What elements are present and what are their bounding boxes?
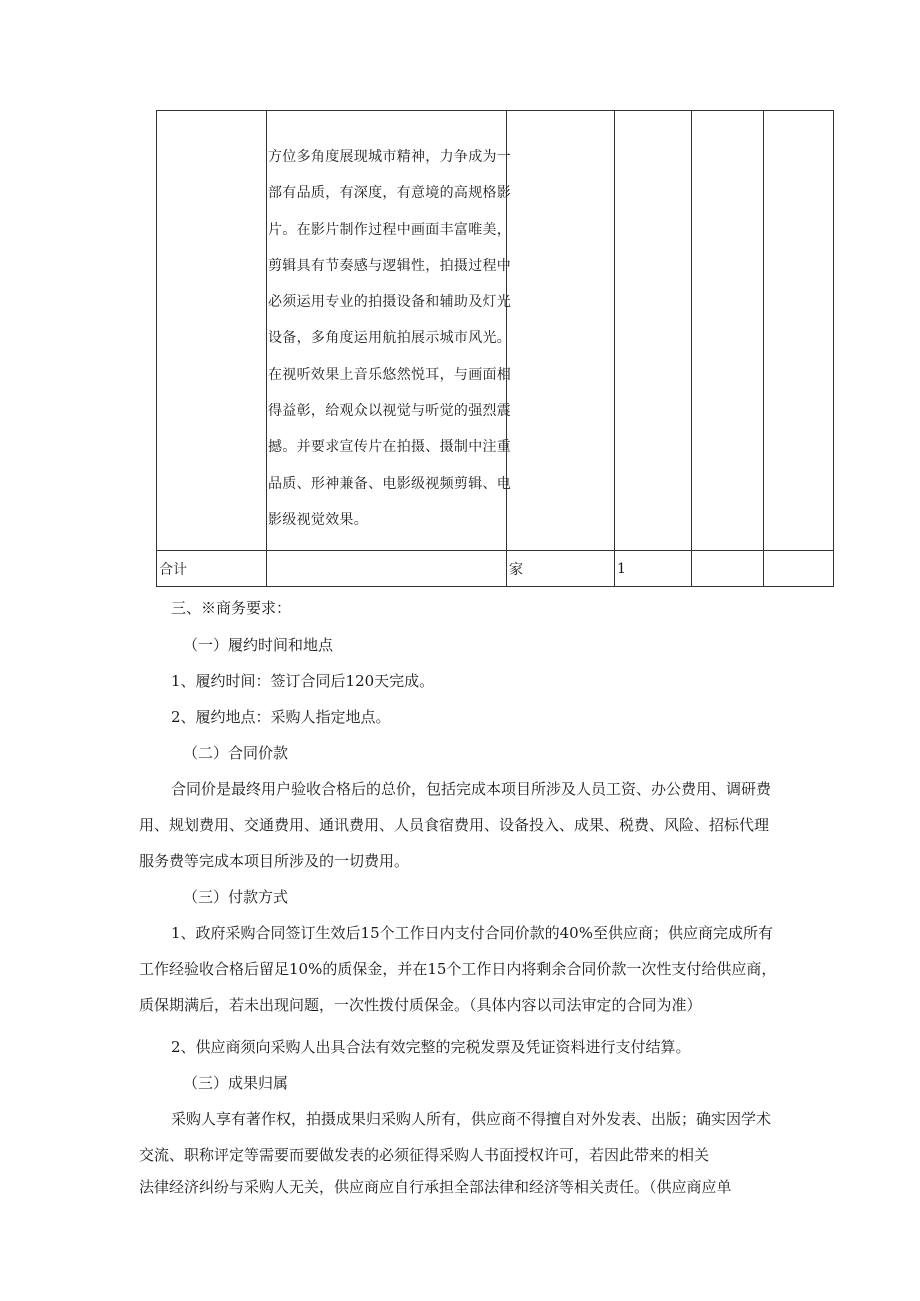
total-qty: 1 <box>615 551 692 587</box>
paragraph-line: 质保期满后，若未出现问题，一次性拨付质保金。（具体内容以司法审定的合同为准） <box>139 996 702 1014</box>
paragraph-line: 合同价是最终用户验收合格后的总价，包括完成本项目所涉及人员工资、办公费用、调研费 <box>171 780 772 798</box>
table-cell <box>267 551 507 587</box>
spec-table <box>156 110 834 587</box>
desc-line: 部有品质，有深度，有意境的高规格影 <box>268 185 512 202</box>
paragraph-line: 法律经济纠纷与采购人无关，供应商应自行承担全部法律和经济等相关责任。（供应商应单 <box>139 1178 732 1196</box>
subsection-heading: （一）履约时间和地点 <box>183 636 334 654</box>
paragraph-line: 用、规划费用、交通费用、通讯费用、人员食宿费用、设备投入、成果、税费、风险、招标代理 <box>139 816 770 834</box>
desc-line: 设备，多角度运用航拍展示城市风光。 <box>268 330 512 347</box>
section-heading: 三、※商务要求： <box>171 599 292 617</box>
subsection-heading: （三）成果归属 <box>183 1074 289 1092</box>
total-row <box>157 551 834 587</box>
desc-line: 剪辑具有节奏感与逻辑性，拍摄过程中 <box>268 257 512 274</box>
desc-line: 必须运用专业的拍摄设备和辅助及灯光 <box>268 294 512 311</box>
total-unit: 家 <box>507 551 615 587</box>
total-label: 合计 <box>157 551 267 587</box>
paragraph-line: 工作经验收合格后留足10%的质保金，并在15个工作日内将剩余合同价款一次性支付给供应商， <box>139 960 777 978</box>
table-cell <box>764 551 834 587</box>
desc-line: 得益彰，给观众以视觉与听觉的强烈震 <box>268 403 512 420</box>
paragraph-line: 交流、职称评定等需要而要做发表的必须征得采购人书面授权许可，若因此带来的相关 <box>139 1146 710 1164</box>
paragraph: 2、履约地点：采购人指定地点。 <box>171 708 391 726</box>
table-cell <box>157 111 267 551</box>
table-row <box>157 111 834 551</box>
table-cell <box>692 551 764 587</box>
desc-line: 片。在影片制作过程中画面丰富唯美， <box>268 221 512 238</box>
paragraph-line: 采购人享有著作权，拍摄成果归采购人所有，供应商不得擅自对外发表、出版；确实因学术 <box>171 1110 772 1128</box>
table-cell <box>764 111 834 551</box>
table-cell <box>507 111 615 551</box>
desc-line: 方位多角度展现城市精神，力争成为一 <box>268 149 512 165</box>
desc-line: 品质、形神兼备、电影级视频剪辑、电 <box>268 475 512 492</box>
paragraph-line: 1、政府采购合同签订生效后15个工作日内支付合同价款的40%至供应商；供应商完成所有 <box>171 924 773 942</box>
description-cell <box>267 111 512 551</box>
desc-line: 撼。并要求宣传片在拍摄、摄制中注重 <box>268 439 512 456</box>
desc-line: 在视听效果上音乐悠然悦耳，与画面相 <box>268 366 512 383</box>
paragraph: 1、履约时间：签订合同后120天完成。 <box>171 672 435 690</box>
desc-line: 影级视觉效果。 <box>268 511 369 528</box>
subsection-heading: （三）付款方式 <box>183 888 289 906</box>
subsection-heading: （二）合同价款 <box>183 744 289 762</box>
paragraph: 2、供应商须向采购人出具合法有效完整的完税发票及凭证资料进行支付结算。 <box>171 1038 691 1056</box>
table-cell <box>692 111 764 551</box>
paragraph-line: 服务费等完成本项目所涉及的一切费用。 <box>139 852 410 870</box>
table-cell <box>615 111 692 551</box>
